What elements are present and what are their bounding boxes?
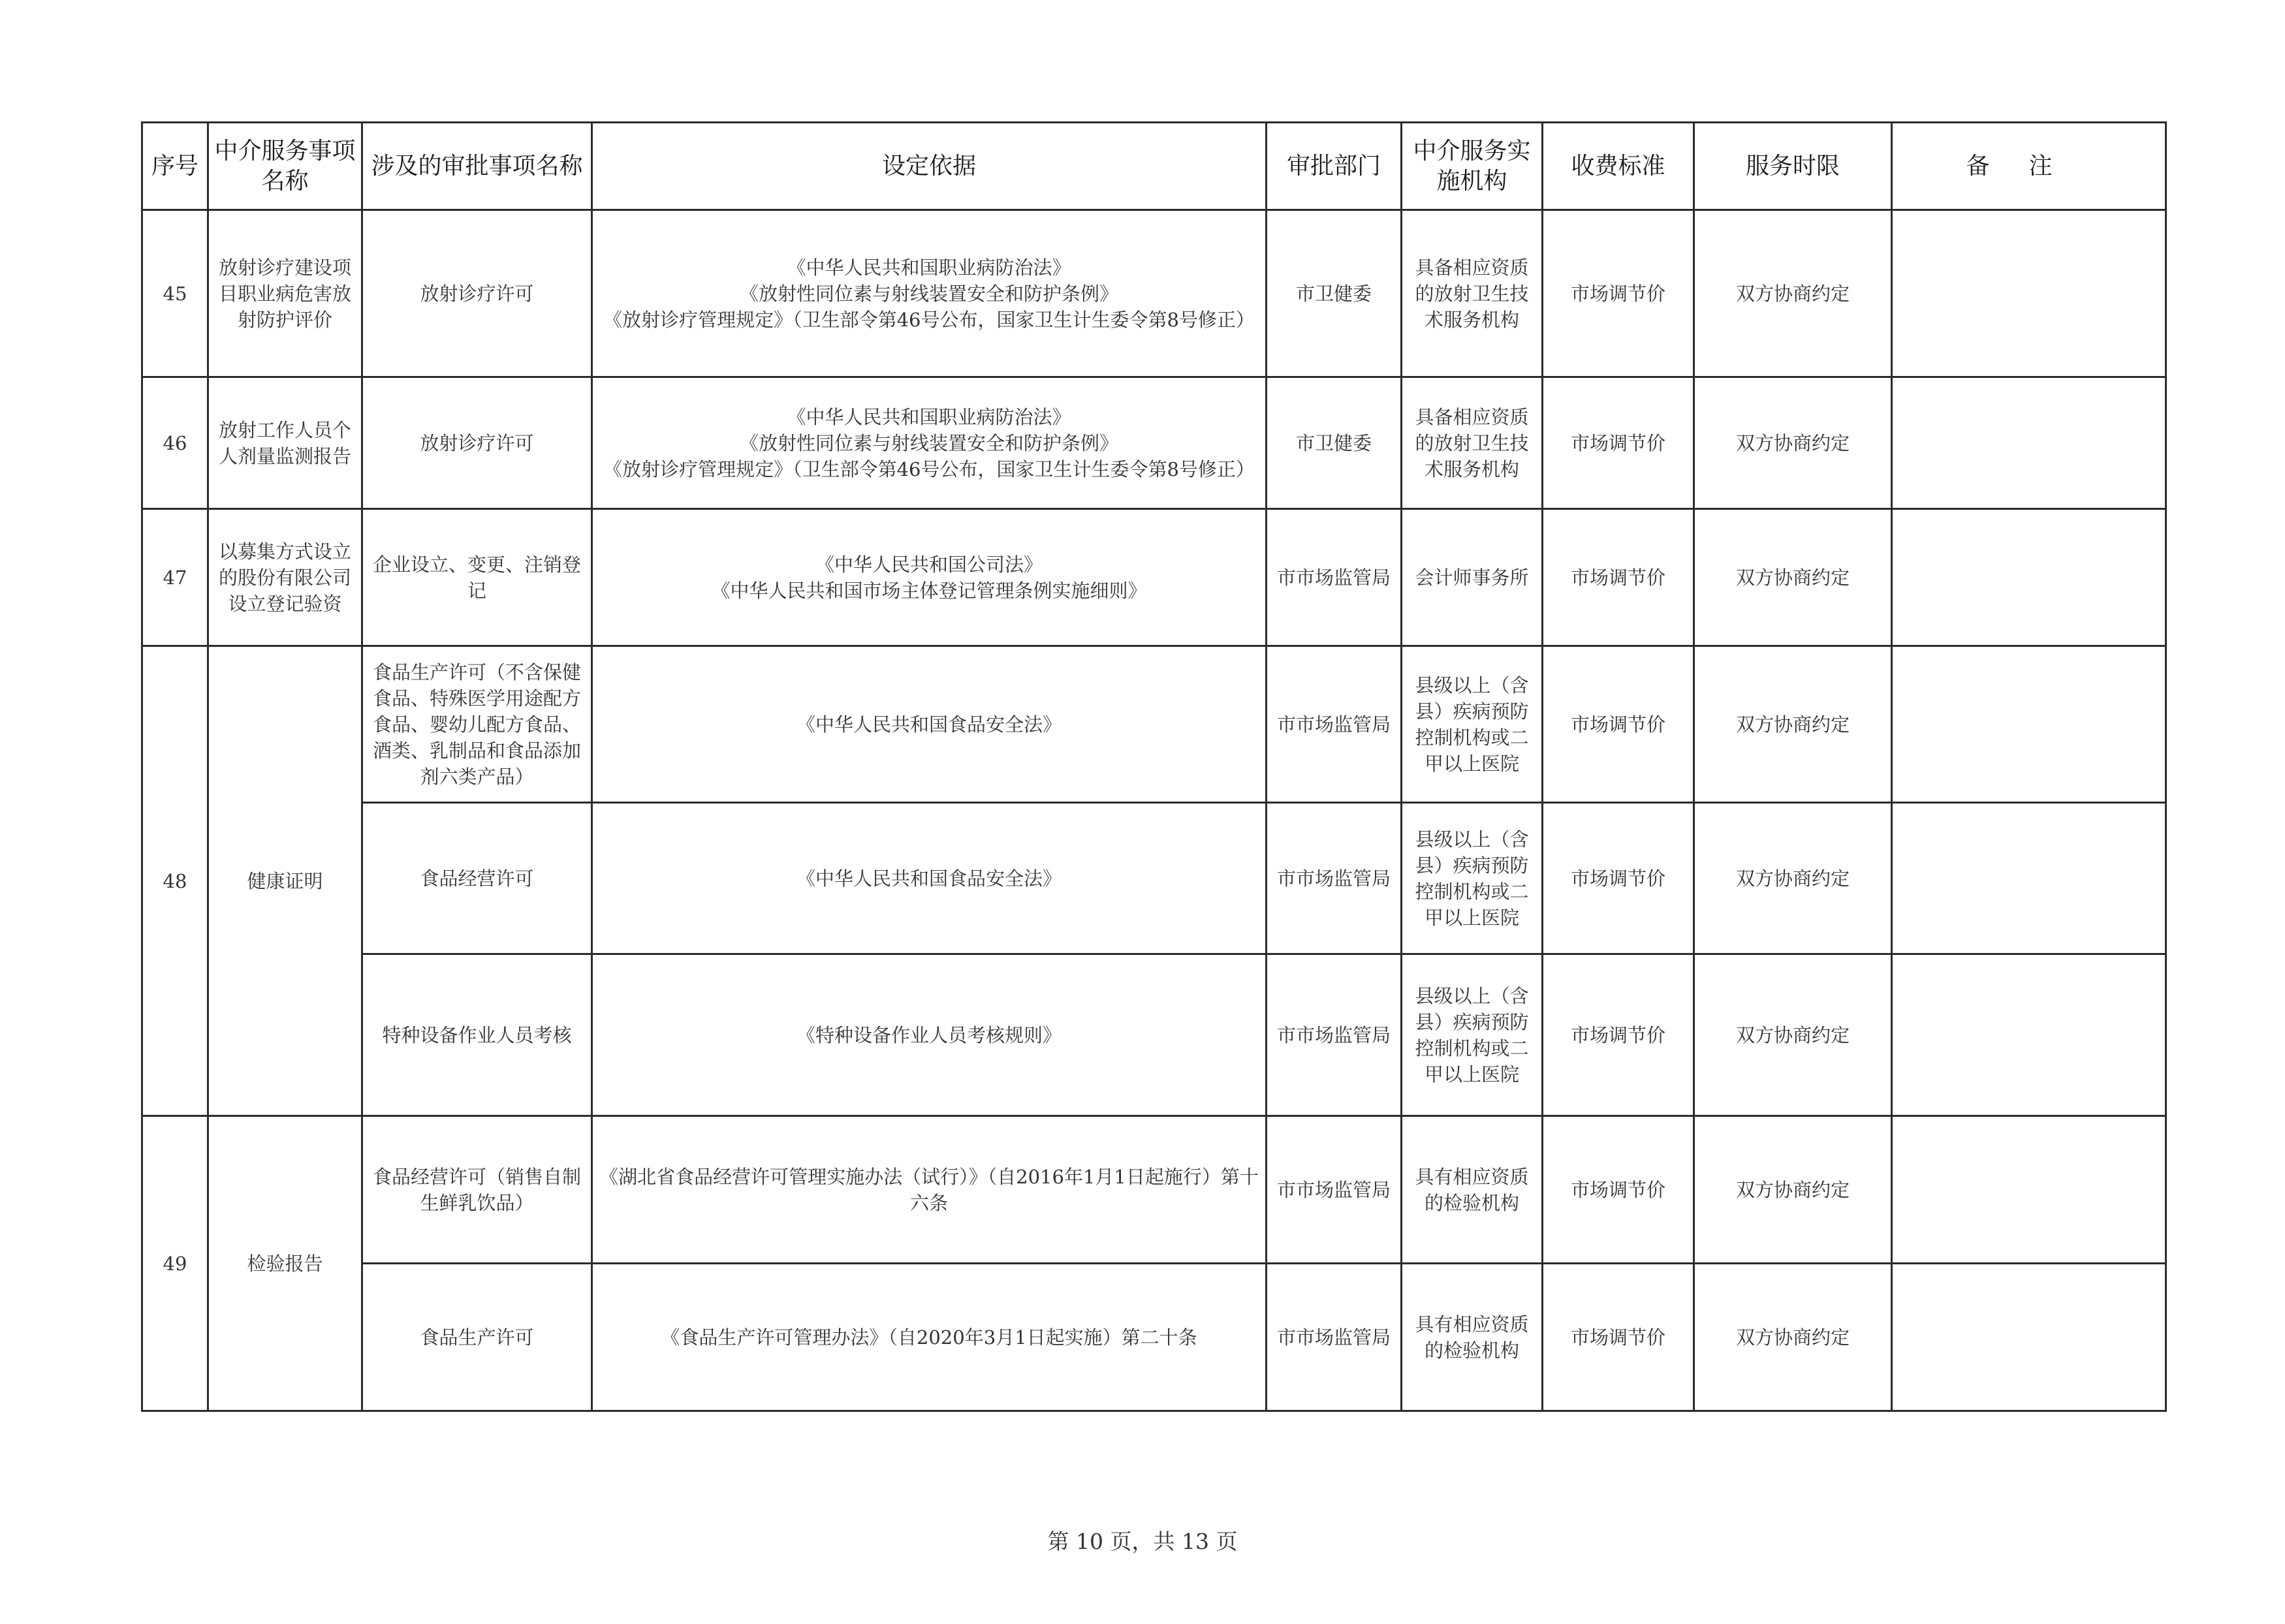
row-fee: 市场调节价 <box>1543 1264 1694 1411</box>
row-agency: 具备相应资质的放射卫生技术服务机构 <box>1402 377 1543 509</box>
row-agency: 县级以上（含县）疾病预防控制机构或二甲以上医院 <box>1402 803 1543 954</box>
row-basis <box>592 803 1267 954</box>
row-seq: 48 <box>142 646 208 1116</box>
table-row <box>142 210 2166 377</box>
row-dept: 市卫健委 <box>1267 377 1402 509</box>
row-agency: 具有相应资质的检验机构 <box>1402 1264 1543 1411</box>
basis-line: 《特种设备作业人员考核规则》 <box>796 1023 1062 1046</box>
row-service-name: 以募集方式设立的股份有限公司设立登记验资 <box>208 509 362 646</box>
row-basis <box>592 1116 1267 1264</box>
row-fee: 市场调节价 <box>1543 646 1694 803</box>
row-agency: 具备相应资质的放射卫生技术服务机构 <box>1402 210 1543 377</box>
row-service-name: 健康证明 <box>208 646 362 1116</box>
row-approval-item: 食品经营许可 <box>362 803 592 954</box>
basis-line: 《中华人民共和国公司法》 <box>815 553 1043 576</box>
row-dept: 市卫健委 <box>1267 210 1402 377</box>
row-service-name: 放射诊疗建设项目职业病危害放射防护评价 <box>208 210 362 377</box>
row-remark <box>1892 1116 2166 1264</box>
row-time-limit: 双方协商约定 <box>1694 210 1892 377</box>
table-row <box>142 954 2166 1116</box>
row-dept: 市市场监管局 <box>1267 1264 1402 1411</box>
basis-line: 《放射性同位素与射线装置安全和防护条例》 <box>739 282 1118 305</box>
row-basis <box>592 509 1267 646</box>
row-seq: 46 <box>142 377 208 509</box>
row-agency: 具有相应资质的检验机构 <box>1402 1116 1543 1264</box>
row-fee: 市场调节价 <box>1543 377 1694 509</box>
basis-line: 《中华人民共和国职业病防治法》 <box>787 405 1071 428</box>
row-approval-item: 食品经营许可（销售自制生鲜乳饮品） <box>362 1116 592 1264</box>
row-dept: 市市场监管局 <box>1267 509 1402 646</box>
table-row <box>142 509 2166 646</box>
row-approval-item: 放射诊疗许可 <box>362 210 592 377</box>
row-dept: 市市场监管局 <box>1267 1116 1402 1264</box>
row-remark <box>1892 377 2166 509</box>
row-time-limit: 双方协商约定 <box>1694 954 1892 1116</box>
page-number: 第 10 页，共 13 页 <box>1047 1529 1238 1554</box>
row-fee: 市场调节价 <box>1543 1116 1694 1264</box>
row-remark <box>1892 509 2166 646</box>
row-dept: 市市场监管局 <box>1267 646 1402 803</box>
basis-line: 《中华人民共和国市场主体登记管理条例实施细则》 <box>711 579 1147 602</box>
row-time-limit: 双方协商约定 <box>1694 646 1892 803</box>
basis-line: 《食品生产许可管理办法》（自2020年3月1日起实施）第二十条 <box>661 1326 1197 1349</box>
row-service-name: 放射工作人员个人剂量监测报告 <box>208 377 362 509</box>
basis-line: 《中华人民共和国食品安全法》 <box>796 713 1062 736</box>
header-seq: 序号 <box>142 123 208 210</box>
row-dept: 市市场监管局 <box>1267 954 1402 1116</box>
row-basis <box>592 210 1267 377</box>
row-remark <box>1892 954 2166 1116</box>
row-approval-item: 食品生产许可 <box>362 1264 592 1411</box>
header-fee: 收费标准 <box>1543 123 1694 210</box>
row-time-limit: 双方协商约定 <box>1694 509 1892 646</box>
basis-line: 《湖北省食品经营许可管理实施办法（试行）》（自2016年1月1日起施行）第十六条 <box>599 1165 1259 1214</box>
row-basis <box>592 954 1267 1116</box>
basis-line: 《放射诊疗管理规定》（卫生部令第46号公布，国家卫生计生委令第8号修正） <box>603 458 1255 480</box>
row-dept: 市市场监管局 <box>1267 803 1402 954</box>
header-dept: 审批部门 <box>1267 123 1402 210</box>
row-remark <box>1892 210 2166 377</box>
row-remark <box>1892 803 2166 954</box>
header-agency: 中介服务实施机构 <box>1402 123 1543 210</box>
header-approval-item: 涉及的审批事项名称 <box>362 123 592 210</box>
basis-line: 《放射性同位素与射线装置安全和防护条例》 <box>739 431 1118 454</box>
row-fee: 市场调节价 <box>1543 509 1694 646</box>
row-approval-item: 特种设备作业人员考核 <box>362 954 592 1116</box>
row-time-limit: 双方协商约定 <box>1694 1264 1892 1411</box>
table-row <box>142 1116 2166 1264</box>
header-row <box>142 123 2166 210</box>
row-basis <box>592 1264 1267 1411</box>
row-time-limit: 双方协商约定 <box>1694 1116 1892 1264</box>
row-seq: 49 <box>142 1116 208 1411</box>
row-approval-item: 放射诊疗许可 <box>362 377 592 509</box>
table-row <box>142 1264 2166 1411</box>
row-basis <box>592 377 1267 509</box>
basis-line: 《放射诊疗管理规定》（卫生部令第46号公布，国家卫生计生委令第8号修正） <box>603 308 1255 331</box>
service-items-table <box>141 121 2167 1412</box>
row-approval-item: 食品生产许可（不含保健食品、特殊医学用途配方食品、婴幼儿配方食品、酒类、乳制品和食品添加剂六类产品） <box>362 646 592 803</box>
basis-line: 《中华人民共和国职业病防治法》 <box>787 256 1071 279</box>
row-time-limit: 双方协商约定 <box>1694 377 1892 509</box>
row-service-name: 检验报告 <box>208 1116 362 1411</box>
row-approval-item: 企业设立、变更、注销登记 <box>362 509 592 646</box>
header-basis: 设定依据 <box>592 123 1267 210</box>
table-row <box>142 646 2166 803</box>
header-time-limit: 服务时限 <box>1694 123 1892 210</box>
basis-line: 《中华人民共和国食品安全法》 <box>796 867 1062 890</box>
row-remark <box>1892 646 2166 803</box>
row-remark <box>1892 1264 2166 1411</box>
row-agency: 会计师事务所 <box>1402 509 1543 646</box>
table-row <box>142 803 2166 954</box>
header-service-name: 中介服务事项名称 <box>208 123 362 210</box>
row-fee: 市场调节价 <box>1543 803 1694 954</box>
row-basis <box>592 646 1267 803</box>
row-fee: 市场调节价 <box>1543 954 1694 1116</box>
table-row <box>142 377 2166 509</box>
header-remark: 备注 <box>1892 123 2166 210</box>
row-agency: 县级以上（含县）疾病预防控制机构或二甲以上医院 <box>1402 954 1543 1116</box>
row-time-limit: 双方协商约定 <box>1694 803 1892 954</box>
row-seq: 47 <box>142 509 208 646</box>
row-agency: 县级以上（含县）疾病预防控制机构或二甲以上医院 <box>1402 646 1543 803</box>
row-fee: 市场调节价 <box>1543 210 1694 377</box>
row-seq: 45 <box>142 210 208 377</box>
